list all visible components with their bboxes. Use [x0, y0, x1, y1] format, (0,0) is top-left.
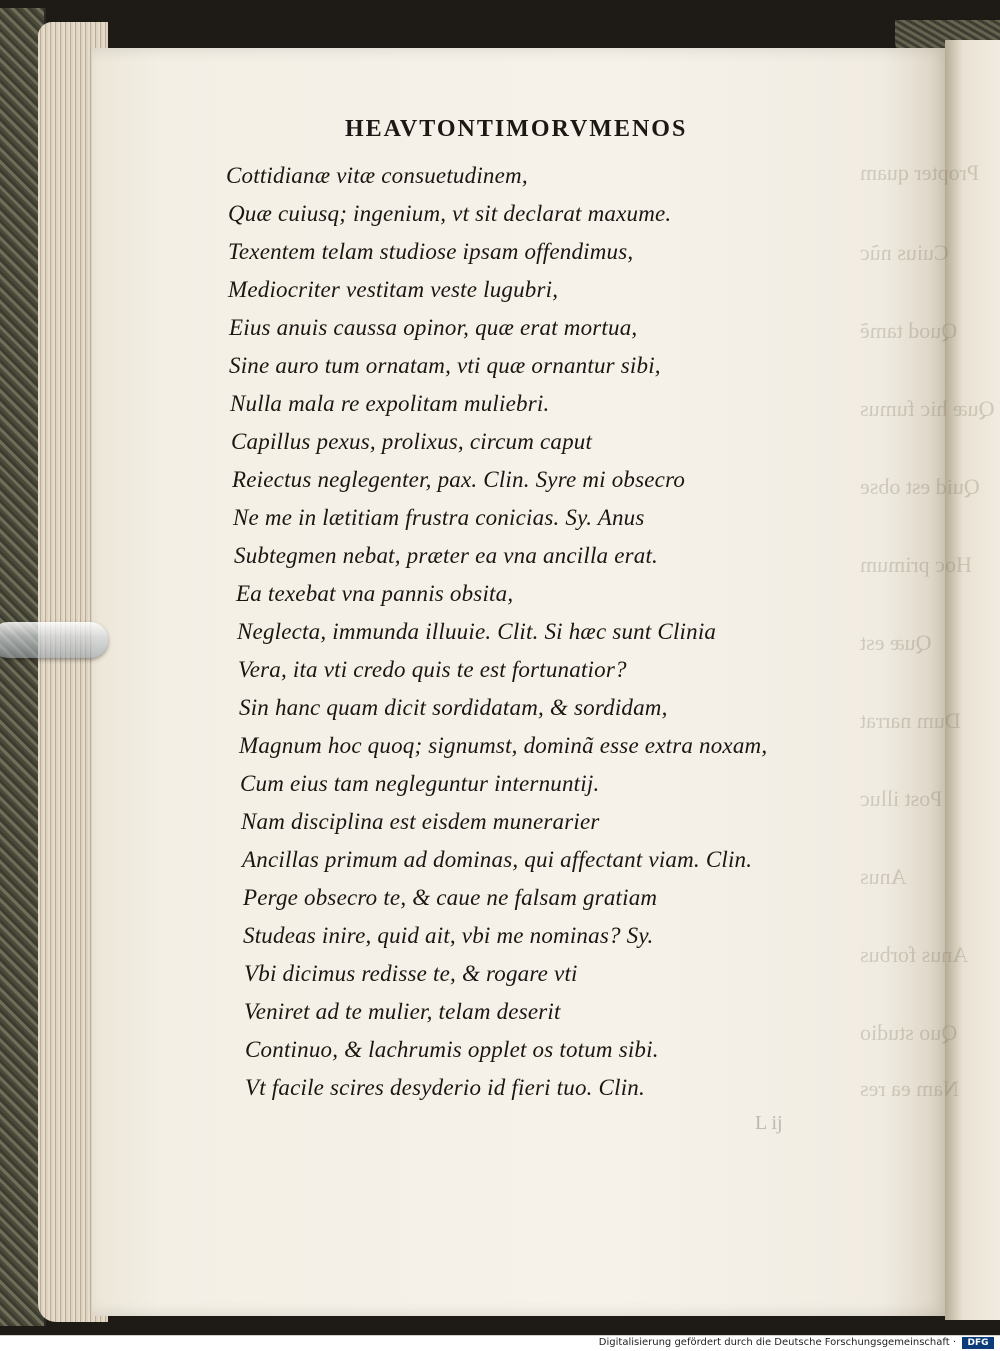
verse-line: Vt facile scires desyderio id fieri tuo. Clin.	[245, 1075, 645, 1100]
verse-line: Subtegmen nebat, præter ea vna ancilla erat.	[234, 543, 659, 568]
verse-line: Magnum hoc quoq; signumst, dominã esse extra noxam,	[239, 733, 768, 758]
digitization-footer	[0, 1335, 1000, 1351]
verse-line: Eius anuis caussa opinor, quæ erat mortua,	[229, 315, 638, 340]
verse-line: Reiectus neglegenter, pax. Clin. Syre mi obsecro	[232, 467, 686, 492]
verse-line: Texentem telam studiose ipsam offendimus,	[228, 239, 634, 264]
running-head: HEAVTONTIMORVMENOS	[345, 116, 688, 142]
show-through-text: Propter quam Cuius nũc Quod tamẽ Quæ hic fumus Quid est obse Hoc primum Quæ est Dum narrat Post illuc Anus Anus forbus Quo studio Nam ea res	[860, 160, 995, 1101]
verse-line: Sin hanc quam dicit sordidatam, & sordidam,	[239, 695, 668, 720]
verse-line: Nam disciplina est eisdem munerarier	[241, 809, 600, 834]
verse-line: Quæ cuiusq; ingenium, vt sit declarat maxume.	[228, 201, 672, 226]
verse-line: Vera, ita vti credo quis te est fortunatior?	[238, 657, 627, 682]
verse-line: Perge obsecro te, & caue ne falsam gratiam	[243, 885, 658, 910]
verse-line: Sine auro tum ornatam, vti quæ ornantur sibi,	[229, 353, 661, 378]
verse-line: Neglecta, immunda illuuie. Clit. Si hæc sunt Clinia	[237, 619, 717, 644]
verse-line: Cottidianæ vitæ consuetudinem,	[226, 163, 528, 188]
dfg-logo: DFG	[962, 1337, 994, 1349]
verse-line: Ea texebat vna pannis obsita,	[236, 581, 514, 606]
verse-line: Vbi dicimus redisse te, & rogare vti	[244, 961, 578, 986]
verse-line: Studeas inire, quid ait, vbi me nominas? Sy.	[243, 923, 654, 948]
verse-line: Nulla mala re expolitam muliebri.	[230, 391, 550, 416]
verse-line: Ancillas primum ad dominas, qui affectant viam. Clin.	[242, 847, 753, 872]
funding-credit: Digitalisierung gefördert durch die Deutsche Forschungsgemeinschaft ·	[598, 1337, 956, 1348]
verse-line: Mediocriter vestitam veste lugubri,	[228, 277, 559, 302]
signature-mark: L ij	[755, 1112, 783, 1134]
facing-page-edge	[945, 40, 1000, 1320]
verse-line: Capillus pexus, prolixus, circum caput	[231, 429, 593, 454]
verse-line: Ne me in lætitiam frustra conicias. Sy. Anus	[233, 505, 645, 530]
verse-line: Continuo, & lachrumis opplet os totum sibi.	[245, 1037, 659, 1062]
verse-line: Veniret ad te mulier, telam deserit	[244, 999, 561, 1024]
glass-page-holder	[0, 622, 108, 658]
verse-line: Cum eius tam negleguntur internuntij.	[240, 771, 600, 796]
